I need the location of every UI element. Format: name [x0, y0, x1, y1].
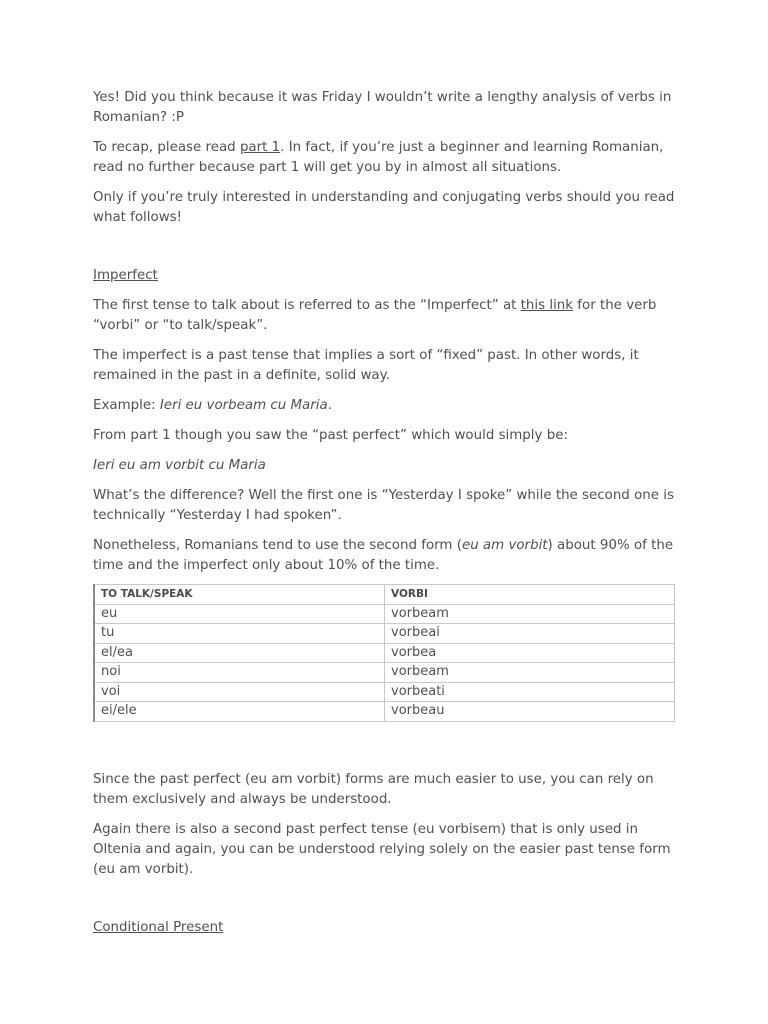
nonetheless-text: Nonetheless, Romanians tend to use the second form ( [93, 538, 462, 553]
example-label: Example: [93, 398, 160, 413]
verb-form-cell: vorbeam [385, 663, 675, 683]
verb-form-cell: vorbeati [385, 682, 675, 702]
recap-text-continued: . In fact, if you’re just a beginner and learning Romanian, read no further because part 1 will get you by in almost all situations. [93, 140, 664, 175]
imperfect-paragraph-1 [93, 296, 675, 336]
pronoun-cell: eu [94, 604, 385, 624]
intro-paragraph-1: Yes! Did you think because it was Friday I wouldn’t write a lengthy analysis of verbs in Romanian? :P [93, 90, 672, 125]
imperfect-paragraph-4: From part 1 though you saw the “past perfect” which would simply be: [93, 428, 568, 443]
spacer [93, 238, 675, 266]
pronoun-cell: ei/ele [94, 702, 385, 722]
imperfect-text: The first tense to talk about is referred to as the “Imperfect” at [93, 298, 521, 313]
pronoun-cell: voi [94, 682, 385, 702]
table-row [94, 604, 675, 624]
after-paragraph-2: Again there is also a second past perfect tense (eu vorbisem) that is only used in Oltenia and again, you can be understood relying solely on the easier past tense form (eu am vorbit). [93, 821, 671, 877]
verb-form-cell: vorbeau [385, 702, 675, 722]
conjugation-table [93, 584, 675, 722]
example-sentence: Ieri eu vorbeam cu Maria [159, 398, 328, 413]
pronoun-cell: tu [94, 624, 385, 644]
recap-text: To recap, please read [93, 140, 240, 155]
table-header-verb: VORBI [385, 585, 675, 605]
imperfect-heading: Imperfect [93, 268, 158, 283]
imperfect-paragraph-7 [93, 536, 675, 576]
table-header-pronoun: TO TALK/SPEAK [94, 585, 385, 605]
verb-form-cell: vorbea [385, 643, 675, 663]
imperfect-paragraph-2: The imperfect is a past tense that implies a sort of “fixed” past. In other words, it remained in the past in a definite, solid way. [93, 348, 639, 383]
table-row [94, 624, 675, 644]
document-body [93, 88, 675, 948]
verb-form-cell: vorbeai [385, 624, 675, 644]
example-line [93, 396, 675, 416]
eu-am-vorbit-italic: eu am vorbit [461, 538, 548, 553]
conditional-present-heading: Conditional Present [93, 919, 224, 935]
this-link[interactable]: this link [520, 298, 574, 313]
imperfect-text-continued: for the verb “vorbi” or “to talk/speak”. [93, 298, 657, 333]
verb-form-cell: vorbeam [385, 604, 675, 624]
past-perfect-example: Ieri eu am vorbit cu Maria [93, 458, 266, 473]
intro-paragraph-3: Only if you’re truly interested in understanding and conjugating verbs should you read what follows! [93, 190, 675, 225]
table-row [94, 663, 675, 683]
intro-paragraph-2 [93, 138, 675, 178]
after-paragraph-1: Since the past perfect (eu am vorbit) forms are much easier to use, you can rely on them exclusively and always be understood. [93, 771, 654, 807]
table-row [94, 682, 675, 702]
imperfect-paragraph-6: What’s the difference? Well the first one is “Yesterday I spoke” while the second one is technically “Yesterday I had spoken”. [93, 488, 674, 523]
table-row [94, 643, 675, 663]
part-1-link[interactable]: part 1 [239, 140, 281, 155]
spacer [93, 890, 675, 918]
table-row [94, 702, 675, 722]
pronoun-cell: el/ea [94, 643, 385, 663]
table-header-row [94, 585, 675, 605]
pronoun-cell: noi [94, 663, 385, 683]
example-period: . [327, 398, 332, 413]
spacer [93, 722, 675, 770]
nonetheless-text-continued: ) about 90% of the time and the imperfect only about 10% of the time. [93, 538, 674, 573]
